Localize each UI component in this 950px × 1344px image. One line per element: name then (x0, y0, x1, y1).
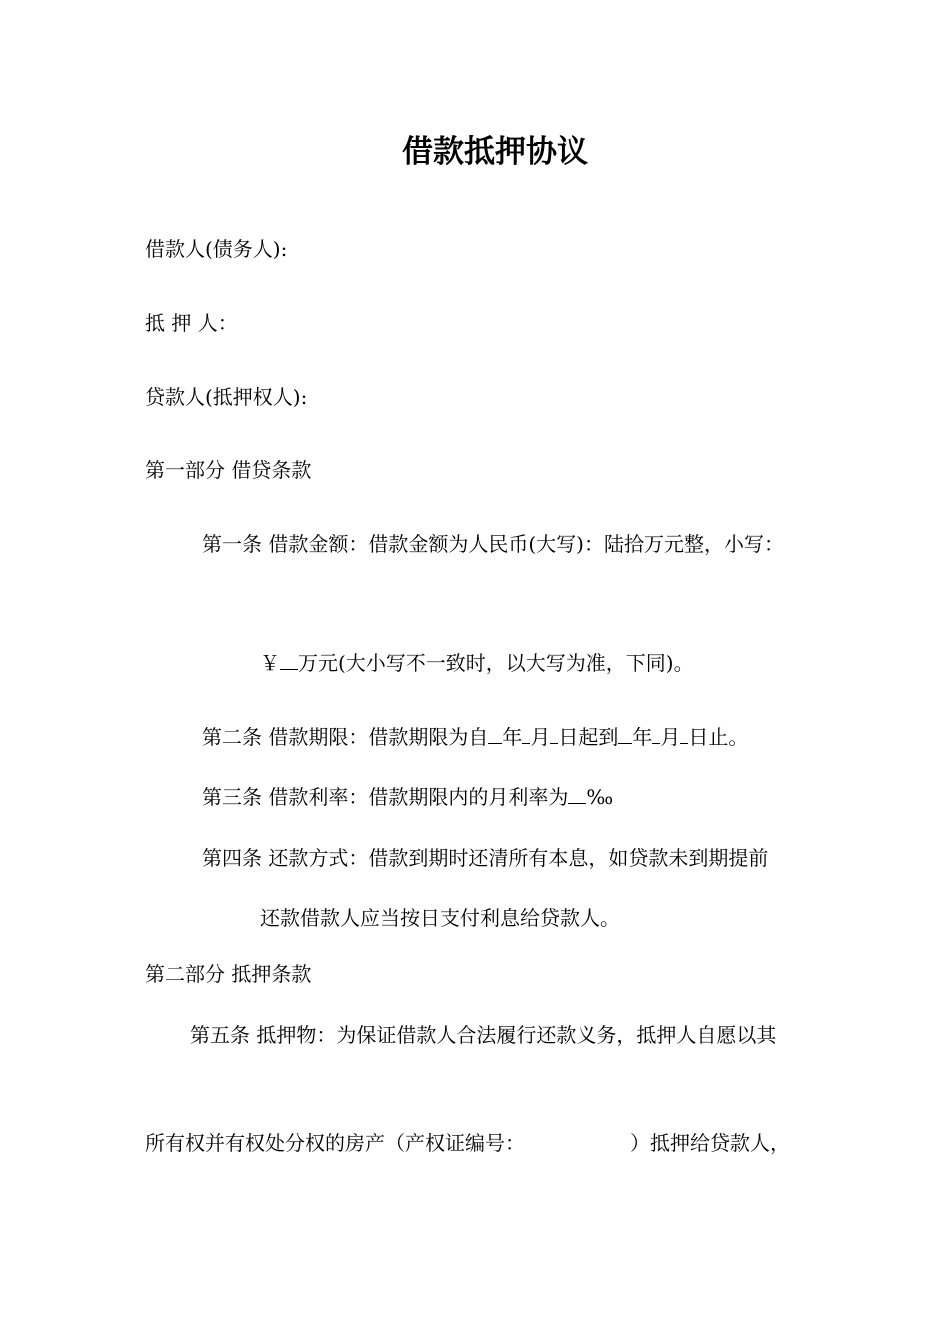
article4-line1: 第四条 还款方式：借款到期时还清所有本息，如贷款未到期提前 (202, 846, 769, 870)
article5-line2 (145, 1130, 790, 1156)
article2-month: 月 (530, 725, 551, 749)
part1-heading: 第一部分 借贷条款 (145, 458, 312, 482)
article5-line2a: 所有权并有权处分权的房产（产权证编号： (145, 1131, 525, 1155)
lender-label: 贷款人(抵押权人): (145, 385, 308, 409)
rate-blank (568, 785, 586, 804)
article2-month2: 月 (660, 725, 681, 749)
article4-line2: 还款借款人应当按日支付利息给贷款人。 (260, 906, 620, 930)
part2-heading: 第二部分 抵押条款 (145, 962, 312, 986)
article2-year2: 年 (632, 725, 653, 749)
article2-day-to: 日止。 (688, 725, 749, 749)
article5-line2b: ）抵押给贷款人， (630, 1131, 790, 1155)
article1-line2-text: 万元(大小写不一致时，以大写为准，下同)。 (298, 651, 694, 675)
end-year-blank (618, 725, 632, 744)
document-title: 借款抵押协议 (402, 134, 588, 170)
borrower-label: 借款人(债务人): (145, 237, 288, 261)
article3-text: 第三条 借款利率：借款期限内的月利率为 (202, 785, 569, 809)
article1-line2 (260, 650, 694, 676)
article2 (202, 724, 748, 750)
article1-line1: 第一条 借款金额：借款金额为人民币(大写)：陆拾万元整，小写： (202, 532, 784, 556)
article5-line1: 第五条 抵押物：为保证借款人合法履行还款义务，抵押人自愿以其 (190, 1023, 777, 1047)
article3 (202, 784, 613, 810)
start-year-blank (488, 725, 502, 744)
amount-blank (280, 651, 298, 670)
permille-unit: ‰ (586, 785, 614, 809)
currency-symbol: ￥ (260, 651, 280, 675)
article2-text: 第二条 借款期限：借款期限为自 (202, 725, 489, 749)
article2-day-from: 日起到 (558, 725, 619, 749)
mortgagor-label: 抵 押 人： (145, 311, 238, 335)
article2-year: 年 (502, 725, 523, 749)
